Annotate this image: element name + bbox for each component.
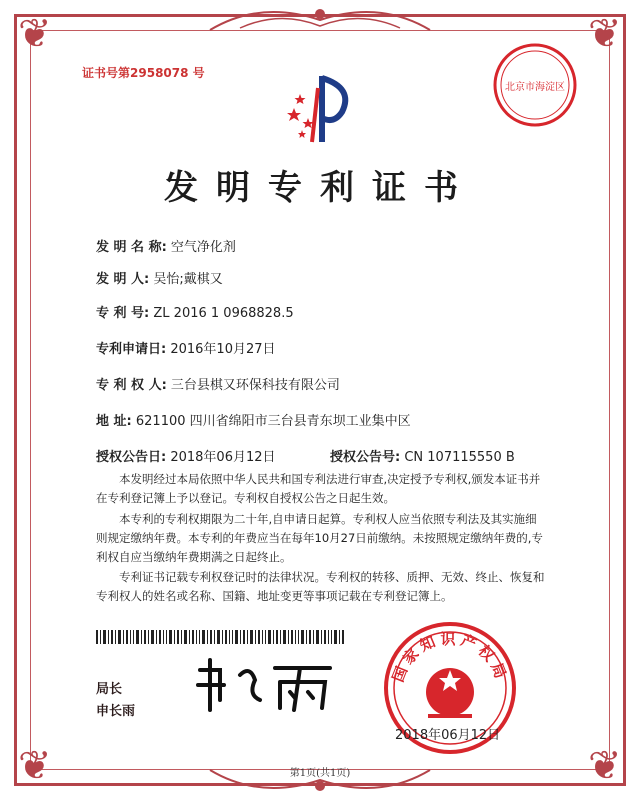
small-seal-text: 北京市海淀区	[505, 82, 565, 93]
chief-title: 局长	[96, 682, 123, 697]
field-patentee	[96, 374, 340, 393]
address-value: 621100 四川省绵阳市三台县青东坝工业集中区	[135, 414, 411, 429]
grant-no-label: 授权公告号:	[330, 450, 401, 465]
invention-name-label: 发 明 名 称:	[96, 240, 167, 255]
corner-flourish-bottom-right-icon: ❦	[588, 743, 622, 789]
field-grant-no	[330, 446, 515, 465]
patent-no-label: 专 利 号:	[96, 306, 150, 321]
barcode	[96, 630, 346, 644]
corner-flourish-top-left-icon: ❦	[18, 11, 52, 57]
certificate-number: 证书号第2958078 号	[82, 66, 205, 80]
chief-name: 申长雨	[96, 704, 136, 719]
top-ornament	[200, 0, 440, 34]
patentee-label: 专 利 权 人:	[96, 378, 167, 393]
filing-date-label: 专利申请日:	[96, 342, 167, 357]
patent-no-value: ZL 2016 1 0968828.5	[153, 306, 294, 321]
corner-flourish-bottom-left-icon: ❦	[18, 743, 52, 789]
body-paragraph-2: 本专利的专利权期限为二十年,自申请日起算。专利权人应当依照专利法及其实施细则规定缴纳年费。本专利的年费应当在每年10月27日前缴纳。未按照规定缴纳年费的,专利权自应当缴纳年费期满之日起终止。	[96, 512, 543, 564]
body-paragraph-1: 本发明经过本局依照中华人民共和国专利法进行审查,决定授予专利权,颁发本证书并在专利登记簿上予以登记。专利权自授权公告之日起生效。	[96, 472, 541, 505]
page-footer: 第1页(共1页)	[289, 768, 351, 779]
grant-date-label: 授权公告日:	[96, 450, 167, 465]
address-label: 地 址:	[96, 414, 132, 429]
field-filing-date	[96, 338, 276, 357]
patentee-value: 三台县棋又环保科技有限公司	[170, 378, 340, 393]
field-address	[96, 410, 411, 429]
issue-date: 2018年06月12日	[395, 728, 501, 743]
registration-seal-small	[490, 40, 580, 130]
inventor-value: 吴怡;戴棋又	[153, 272, 223, 287]
field-patent-no	[96, 302, 294, 321]
handwritten-signature	[190, 650, 340, 720]
grant-date-value: 2018年06月12日	[170, 450, 276, 465]
field-grant-date	[96, 446, 276, 465]
inventor-label: 发 明 人:	[96, 272, 150, 287]
invention-name-value: 空气净化剂	[170, 240, 236, 255]
corner-flourish-top-right-icon: ❦	[588, 11, 622, 57]
seal-text: 国家知识产权局	[388, 630, 512, 685]
filing-date-value: 2016年10月27日	[170, 342, 276, 357]
body-paragraph-3: 专利证书记载专利权登记时的法律状况。专利权的转移、质押、无效、终止、恢复和专利权人的姓名或名称、国籍、地址变更等事项记载在专利登记簿上。	[96, 570, 545, 603]
field-inventor	[96, 268, 223, 287]
field-invention-name	[96, 236, 236, 255]
certificate-title: 发明专利证书	[164, 168, 476, 208]
patent-office-emblem-icon	[282, 68, 362, 148]
grant-no-value: CN 107115550 B	[404, 450, 515, 465]
